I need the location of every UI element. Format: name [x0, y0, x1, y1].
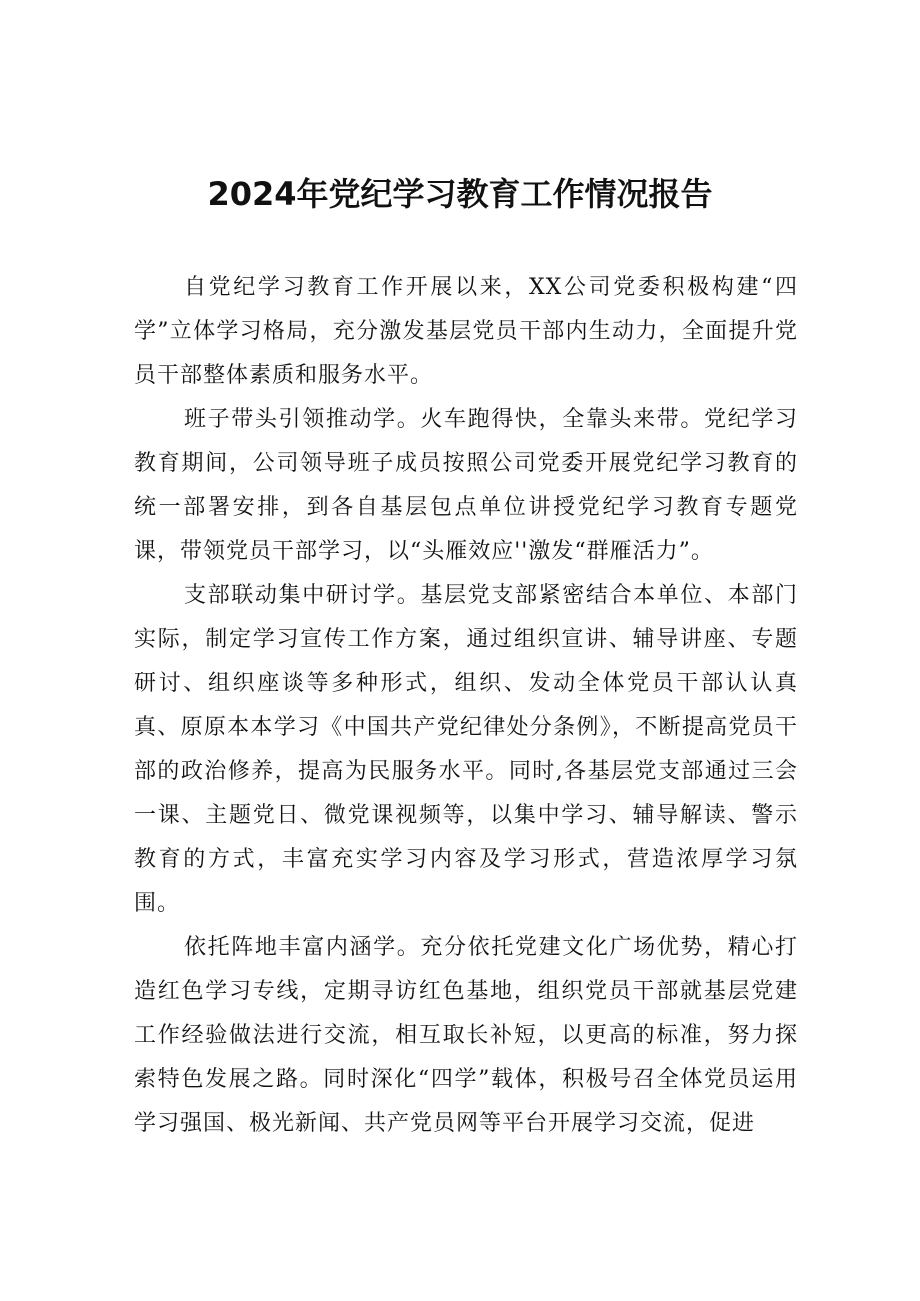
paragraph-intro: 自党纪学习教育工作开展以来，XX公司党委积极构建“四学”立体学习格局，充分激发基层党员干部内生动力，全面提升党员干部整体素质和服务水平。 [134, 275, 798, 388]
paragraph-branch-study: 支部联动集中研讨学。基层党支部紧密结合本单位、本部门实际，制定学习宣传工作方案，通过组织宣讲、辅导讲座、专题研讨、组织座谈等多种形式，组织、发动全体党员干部认认真真、原原本本学习《中国共产党纪律处分条例》，不断提高党员干部的政治修养，提高为民服务水平。同时,各基层党支部通过三会一课、主题党日、微党课视频等，以集中学习、辅导解读、警示教育的方式，丰富充实学习内容及学习形式，营造浓厚学习氛围。 [134, 583, 798, 916]
paragraph-leadership: 班子带头引领推动学。火车跑得快，全靠头来带。党纪学习教育期间，公司领导班子成员按照公司党委开展党纪学习教育的统一部署安排，到各自基层包点单位讲授党纪学习教育专题党课，带领党员干部学习，以“头雁效应''激发“群雁活力”。 [134, 407, 798, 564]
document-body [134, 266, 798, 1146]
document-title: 2024年党纪学习教育工作情况报告 [207, 175, 713, 213]
paragraph-base-study: 依托阵地丰富内涵学。充分依托党建文化广场优势，精心打造红色学习专线，定期寻访红色基地，组织党员干部就基层党建工作经验做法进行交流，相互取长补短，以更高的标准，努力探索特色发展之路。同时深化“四学”载体，积极号召全体党员运用学习强国、极光新闻、共产党员网等平台开展学习交流，促进 [134, 935, 798, 1136]
